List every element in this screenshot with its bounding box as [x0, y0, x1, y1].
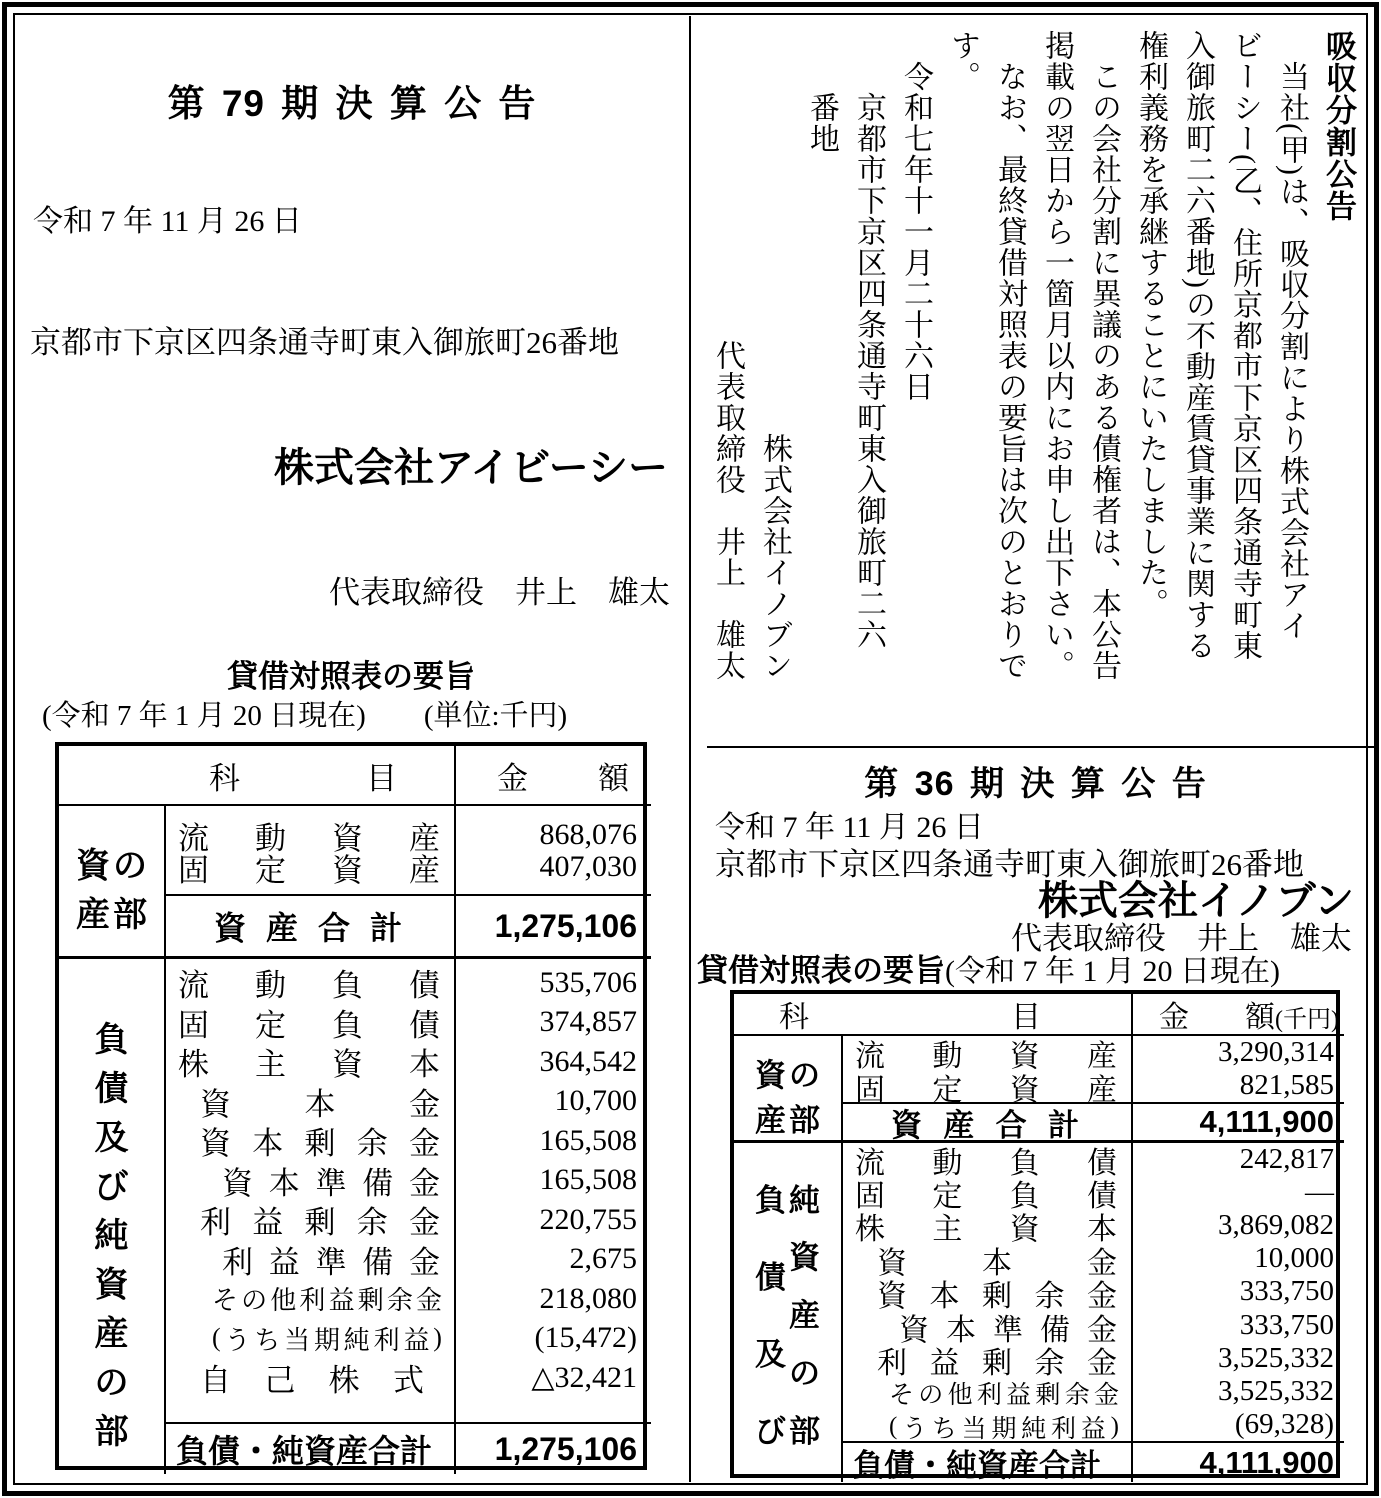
right-balance-sheet-table: [730, 990, 1340, 1483]
left-assets-values: [454, 804, 651, 894]
notice-line: 入御旅町二六番地)の不動産賃貸事業に関する: [1181, 30, 1214, 661]
liability-item-label: 利 益 準 備 金: [222, 1244, 440, 1280]
left-liabilities-section-label: [59, 956, 164, 1474]
liability-item-value: 535,706: [539, 965, 637, 999]
liability-item-label: 利 益 剰 余 金: [877, 1347, 1117, 1381]
notice-line: この会社分割に異議のある債権者は、本公告: [1087, 30, 1120, 681]
liability-item-label: 資 本 金: [877, 1246, 1117, 1280]
header-amount-char-2: 額: [1245, 1001, 1276, 1034]
right-assets-total-value: 4,111,900: [1131, 1102, 1344, 1140]
left-assets-items: [164, 804, 454, 894]
assets-label-column-2: の 部: [789, 1058, 820, 1138]
notice-heading: 吸収分割公告: [1321, 30, 1356, 222]
header-amount-char-1: 金: [497, 760, 528, 796]
liability-item-value: 333,750: [1239, 1308, 1334, 1341]
liability-item-label: そ の 他 利 益 剰 余 金: [212, 1286, 442, 1316]
asset-item-label: 流 動 資 産: [855, 1040, 1117, 1073]
liability-item-label: 自 己 株 式: [200, 1363, 424, 1399]
liability-item-value: (69,328): [1234, 1407, 1334, 1440]
right-table-header-amount: [1131, 994, 1344, 1034]
liability-item-label: 株 主 資 本: [178, 1047, 440, 1083]
liability-item-label: 株 主 資 本: [855, 1213, 1117, 1247]
left-table-header-subject: [59, 746, 454, 804]
liabilities-label-column-1: 負 債 及 び: [755, 1182, 786, 1449]
liability-item-value: 220,755: [539, 1202, 637, 1236]
header-subject-char-1: 科: [209, 760, 240, 796]
notice-line: 掲載の翌日から一箇月以内にお申し出下さい。: [1040, 30, 1073, 681]
header-amount-char-2: 額: [598, 760, 629, 796]
left-balance-sheet-subtitle: (令和 7 年 1 月 20 日現在) (単位:千円): [42, 700, 568, 732]
liability-item-label: 資 本 剰 余 金: [200, 1126, 440, 1162]
assets-label-column-2: の 部: [113, 847, 147, 934]
liability-item-label: ( う ち 当 期 純 利 益 ): [212, 1323, 442, 1355]
liabilities-label-column-2: 純 資 産 の 部: [789, 1182, 820, 1449]
right-date: 令和 7 年 11 月 26 日: [715, 811, 984, 844]
liability-item-label: ( う ち 当 期 純 利 益 ): [889, 1412, 1119, 1443]
liability-item-value: 242,817: [1239, 1143, 1334, 1176]
liability-item-value: 165,508: [539, 1163, 637, 1197]
liability-item-value: 333,750: [1239, 1275, 1334, 1308]
notice-line: す。: [946, 30, 979, 92]
liabilities-label-column: 負 債 及 び 純 資 産 の 部: [94, 1020, 129, 1451]
header-amount-group: [1245, 992, 1339, 1036]
left-liabilities-total-label: 負債・純資産合計: [164, 1422, 454, 1474]
liability-item-value: —: [1305, 1176, 1334, 1209]
right-balance-sheet-title-line: [697, 945, 1280, 990]
asset-item-label: 固 定 資 産: [855, 1074, 1117, 1107]
notice-line: 権利義務を承継することにいたしました。: [1134, 30, 1167, 619]
absorption-split-notice: [704, 30, 1362, 754]
right-assets-total-label: 資 産 合 計: [841, 1102, 1131, 1140]
liability-item-value: 3,525,332: [1218, 1374, 1334, 1407]
left-liabilities-values: [454, 956, 651, 1422]
liability-item-value: 10,700: [554, 1084, 637, 1118]
left-liabilities-total-value: 1,275,106: [454, 1422, 651, 1474]
left-liabilities-items: [164, 956, 454, 1422]
liability-item-value: 2,675: [569, 1242, 637, 1276]
liability-item-value: 165,508: [539, 1123, 637, 1157]
right-liabilities-section-label: [734, 1140, 841, 1482]
liability-item-label: 流 動 負 債: [178, 968, 440, 1004]
left-company-name: 株式会社アイビーシー: [274, 446, 668, 490]
liability-item-label: 資 本 準 備 金: [222, 1165, 440, 1201]
liability-item-label: 固 定 負 債: [855, 1180, 1117, 1214]
right-liabilities-values: [1131, 1140, 1344, 1441]
asset-item-label: 流 動 資 産: [178, 820, 440, 856]
notice-representative-line: 代表取締役 井上 雄太: [711, 30, 744, 681]
liability-item-label: 固 定 負 債: [178, 1007, 440, 1043]
left-assets-section-label: [59, 804, 164, 956]
assets-label-column-1: 資 産: [755, 1058, 786, 1138]
column-divider-line: [689, 16, 691, 1482]
right-company-name: 株式会社イノブン: [1038, 879, 1354, 923]
right-table-header-subject: [734, 994, 1131, 1034]
right-balance-sheet-title: 貸借対照表の要旨: [697, 953, 945, 988]
liability-item-label: 資 本 準 備 金: [899, 1313, 1117, 1347]
right-liabilities-total-label: 負債・純資産合計: [841, 1441, 1131, 1482]
header-subject-char-2: 目: [1011, 1001, 1041, 1034]
notice-line: 当社(甲)は、吸収分割により株式会社アイ: [1275, 30, 1308, 641]
liability-item-label: 資 本 剰 余 金: [877, 1280, 1117, 1314]
notice-address-line: 番地: [805, 30, 838, 154]
notice-address-line: 京都市下京区四条通寺町東入御旅町二六: [852, 30, 885, 650]
header-amount-unit: (千円): [1275, 1007, 1339, 1033]
notice-company-line: 株式会社イノブン: [758, 30, 791, 681]
right-liabilities-items: [841, 1140, 1131, 1441]
liability-item-value: 374,857: [539, 1005, 637, 1039]
right-assets-values: [1131, 1034, 1344, 1102]
liability-item-value: (15,472): [534, 1321, 637, 1355]
right-balance-sheet-subtitle: (令和 7 年 1 月 20 日現在): [945, 955, 1280, 988]
liability-item-value: 3,869,082: [1218, 1209, 1334, 1242]
liability-item-label: 利 益 剰 余 金: [200, 1205, 440, 1241]
liability-item-value: △32,421: [531, 1361, 637, 1395]
asset-item-value: 868,076: [539, 818, 637, 851]
asset-item-label: 固 定 資 産: [178, 852, 440, 888]
liability-item-label: 流 動 負 債: [855, 1146, 1117, 1180]
notice-date-line: 令和七年十一月二十六日: [899, 30, 932, 402]
notice-line: ビーシー(乙、住所京都市下京区四条通寺町東: [1228, 30, 1261, 661]
liability-item-value: 364,542: [539, 1044, 637, 1078]
left-assets-total-value: 1,275,106: [454, 894, 651, 956]
left-announcement-title: 第 79 期 決 算 公 告: [167, 83, 537, 124]
right-address: 京都市下京区四条通寺町東入御旅町26番地: [715, 847, 1304, 882]
left-representative: 代表取締役 井上 雄太: [329, 575, 670, 610]
header-subject-char-2: 目: [366, 760, 397, 796]
liability-item-label: 資 本 金: [200, 1086, 440, 1122]
header-amount-char-1: 金: [1159, 1001, 1189, 1034]
notice-line: なお、最終貸借対照表の要旨は次のとおりで: [993, 30, 1026, 681]
right-assets-items: [841, 1034, 1131, 1107]
liability-item-label: そ の 他 利 益 剰 余 金: [889, 1382, 1119, 1410]
right-assets-section-label: [734, 1034, 841, 1140]
left-address: 京都市下京区四条通寺町東入御旅町26番地: [30, 325, 619, 360]
left-balance-sheet-table: [55, 742, 647, 1470]
liability-item-value: 10,000: [1254, 1242, 1334, 1275]
right-representative: 代表取締役 井上 雄太: [1011, 921, 1352, 956]
assets-label-column-1: 資 産: [76, 847, 110, 934]
liability-item-value: 3,525,332: [1218, 1341, 1334, 1374]
left-balance-sheet-title: 貸借対照表の要旨: [227, 659, 475, 694]
left-assets-total-label: 資 産 合 計: [164, 894, 454, 956]
right-announcement-title: 第 36 期 決 算 公 告: [864, 765, 1207, 803]
left-date: 令和 7 年 11 月 26 日: [33, 205, 302, 238]
right-liabilities-total-value: 4,111,900: [1131, 1441, 1344, 1482]
asset-item-value: 3,290,314: [1218, 1036, 1334, 1068]
liability-item-value: 218,080: [539, 1281, 637, 1315]
left-table-header-amount: [454, 746, 651, 804]
asset-item-value: 821,585: [1239, 1069, 1334, 1101]
header-subject-char-1: 科: [779, 1001, 809, 1034]
asset-item-value: 407,030: [539, 850, 637, 883]
